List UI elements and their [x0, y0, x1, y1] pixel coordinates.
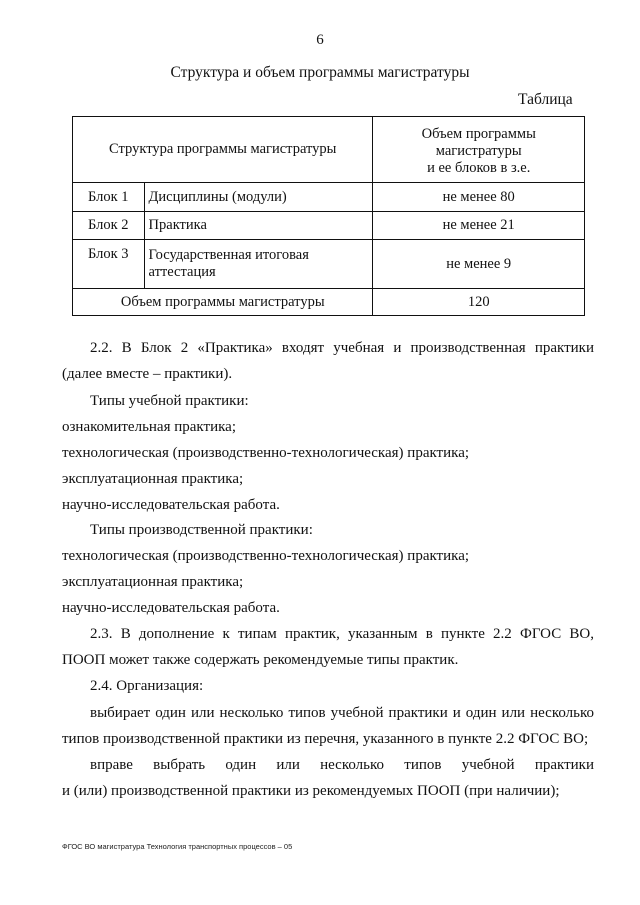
paragraph-2-3-line1: 2.3. В дополнение к типам практик, указанным в пункте 2.2 ФГОС ВО,	[90, 626, 594, 642]
block-cell: Блок 1	[73, 183, 145, 212]
block-name-line2: аттестация	[148, 264, 216, 280]
prod-type-item: научно-исследовательская работа.	[62, 600, 280, 616]
block-cell: Блок 3	[73, 240, 145, 289]
total-label-cell: Объем программы магистратуры	[73, 289, 373, 316]
table-header-row	[73, 117, 585, 183]
header-structure: Структура программы магистратуры	[73, 117, 373, 183]
paragraph-2-4-heading: 2.4. Организация:	[90, 678, 204, 694]
paragraph-2-4-b-line2: и (или) производственной практики из рекомендуемых ПООП (при наличии);	[62, 783, 560, 799]
section-title: Структура и объем программы магистратуры	[170, 64, 470, 81]
edu-types-heading: Типы учебной практики:	[90, 393, 249, 409]
prod-types-heading: Типы производственной практики:	[90, 522, 313, 538]
header-volume-line1: Объем программы	[421, 126, 536, 142]
table-row	[73, 240, 585, 289]
edu-type-item: научно-исследовательская работа.	[62, 497, 280, 513]
paragraph-2-2-line1: 2.2. В Блок 2 «Практика» входят учебная и производственная практики	[90, 340, 594, 356]
prod-type-item: технологическая (производственно-технологическая) практика;	[62, 548, 470, 564]
total-value-cell: 120	[373, 289, 585, 316]
page-number: 6	[316, 32, 324, 48]
paragraph-2-4-a-line1: выбирает один или несколько типов учебной практики и один или несколько	[90, 705, 594, 721]
paragraph-2-3-line2: ПООП может также содержать рекомендуемые типы практик.	[62, 652, 459, 668]
table-caption: Таблица	[518, 91, 573, 108]
table-row	[73, 183, 585, 212]
table-total-row	[73, 289, 585, 316]
block-name-cell: Практика	[144, 212, 373, 240]
paragraph-2-2-line2: (далее вместе – практики).	[62, 366, 233, 382]
paragraph-2-4-b-line1: вправе выбрать один или несколько типов учебной практики	[90, 757, 594, 773]
block-name-cell	[144, 240, 373, 289]
header-volume-line3: и ее блоков в з.е.	[427, 160, 531, 176]
edu-type-item: эксплуатационная практика;	[62, 471, 244, 487]
block-name-cell: Дисциплины (модули)	[144, 183, 373, 212]
header-volume-line2: магистратуры	[435, 143, 522, 159]
block-name-line1: Государственная итоговая	[148, 247, 309, 263]
edu-type-item: ознакомительная практика;	[62, 419, 236, 435]
block-cell: Блок 2	[73, 212, 145, 240]
block-volume-cell: не менее 80	[373, 183, 585, 212]
page-footer: ФГОС ВО магистратура Технология транспортных процессов – 05	[62, 842, 293, 851]
program-structure-table	[72, 116, 585, 316]
table-row	[73, 212, 585, 240]
prod-type-item: эксплуатационная практика;	[62, 574, 244, 590]
header-volume	[373, 117, 585, 183]
block-volume-cell: не менее 9	[373, 240, 585, 289]
edu-type-item: технологическая (производственно-технологическая) практика;	[62, 445, 470, 461]
paragraph-2-4-a-line2: типов производственной практики из перечня, указанного в пункте 2.2 ФГОС ВО;	[62, 731, 589, 747]
block-volume-cell: не менее 21	[373, 212, 585, 240]
